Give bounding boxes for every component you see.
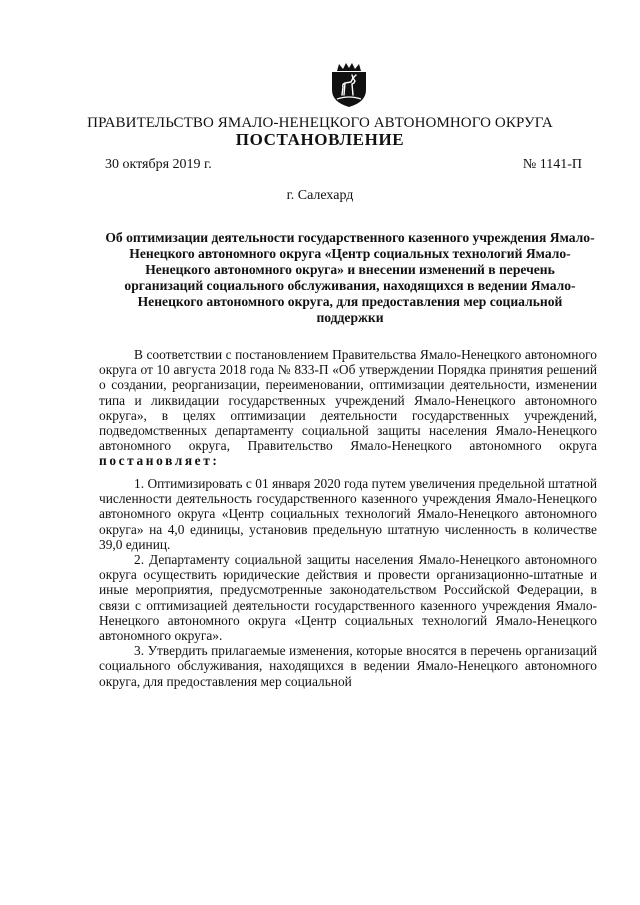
preamble-paragraph <box>99 347 597 469</box>
government-name: ПРАВИТЕЛЬСТВО ЯМАЛО-НЕНЕЦКОГО АВТОНОМНОГО ОКРУГА <box>87 115 553 131</box>
document-number: № 1141-П <box>522 157 582 172</box>
document-type: ПОСТАНОВЛЕНИЕ <box>235 130 405 149</box>
decree-word: постановляет: <box>99 453 220 469</box>
document-title: Об оптимизации деятельности государственного казенного учреждения Ямало-Ненецкого автономного округа «Центр социальных технологий Ямало-Ненецкого автономного округа» и внесении изменений в перечень организаций социального обслуживания, находящихся в ведении Ямало-Ненецкого автономного округа, для предоставления мер социальной поддержки <box>105 230 595 325</box>
preamble-text: В соответствии с постановлением Правительства Ямало-Ненецкого автономного округа от 10 августа 2018 года № 833-П «Об утверждении Порядка принятия решений о создании, реорганизации, переименовании, оптимизации деятельности, изменении типа и ликвидации государственных учреждений Ямало-Ненецкого автономного округа», в целях оптимизации деятельности государственных учреждений, подведомственных департаменту социальной защиты населения Ямало-Ненецкого автономного округа, Правительство Ямало-Ненецкого автономного округа <box>99 347 597 454</box>
preamble <box>99 347 597 476</box>
document-city: г. Салехард <box>286 188 354 203</box>
document-date: 30 октября 2019 г. <box>105 157 212 172</box>
decree-item-1: 1. Оптимизировать с 01 января 2020 года путем увеличения предельной штатной численности деятельность государственного казенного учреждения Ямало-Ненецкого автономного округа «Центр социальных технологий Ямало-Ненецкого автономного округа» на 4,0 единицы, установив предельную штатную численность в количестве 39,0 единиц. <box>99 476 597 552</box>
decree-item-3: 3. Утвердить прилагаемые изменения, которые вносятся в перечень организаций социального обслуживания, находящихся в ведении Ямало-Ненецкого автономного округа, для предоставления мер социальной <box>99 643 597 689</box>
decree-items <box>99 476 597 689</box>
coat-of-arms-emblem <box>329 62 369 108</box>
decree-item-2: 2. Департаменту социальной защиты населения Ямало-Ненецкого автономного округа осуществить юридические действия и провести организационно-штатные и иные мероприятия, предусмотренные законодательством Российской Федерации, в связи с оптимизацией деятельности государственного казенного учреждения Ямало-Ненецкого автономного округа «Центр социальных технологий Ямало-Ненецкого автономного округа». <box>99 552 597 644</box>
